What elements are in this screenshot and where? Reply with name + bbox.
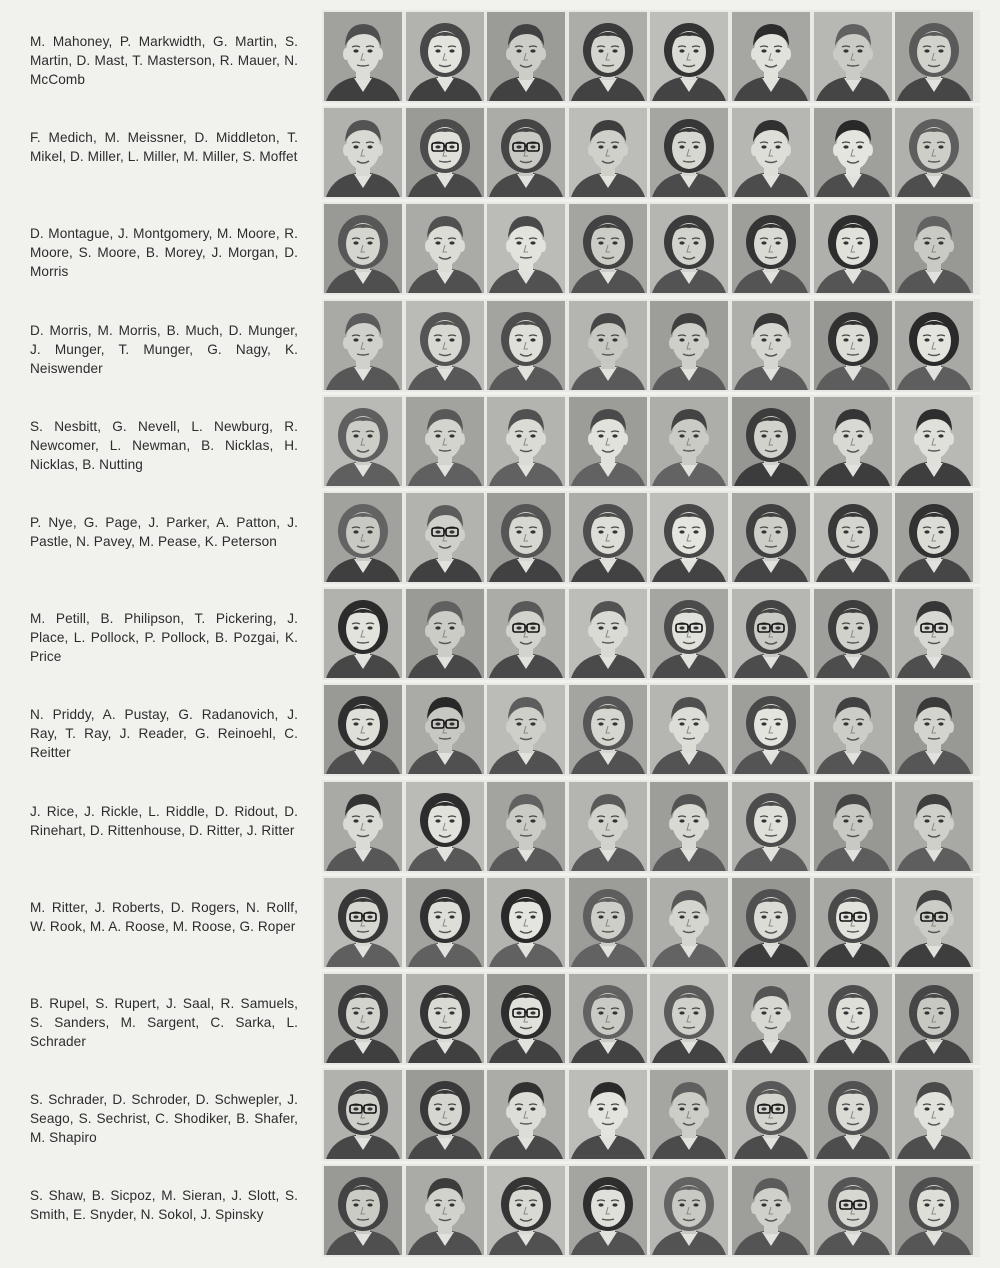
photo-strip (322, 972, 980, 1065)
student-portrait (895, 301, 973, 390)
student-portrait (895, 1070, 973, 1159)
name-caption: N. Priddy, A. Pustay, G. Radanovich, J. Ray, T. Ray, J. Reader, G. Reinoehl, C. Reitter (30, 707, 298, 761)
student-portrait (406, 204, 484, 293)
student-portrait (324, 301, 402, 390)
student-portrait (324, 685, 402, 774)
student-portrait (732, 397, 810, 486)
student-portrait (814, 108, 892, 197)
class-row (0, 683, 1000, 776)
student-portrait (895, 685, 973, 774)
student-portrait (406, 301, 484, 390)
student-portrait (324, 204, 402, 293)
student-portrait (324, 878, 402, 967)
student-portrait (732, 1070, 810, 1159)
class-row (0, 299, 1000, 392)
photo-strip (322, 491, 980, 584)
name-caption: D. Morris, M. Morris, B. Much, D. Munger, J. Munger, T. Munger, G. Nagy, K. Neiswender (30, 322, 298, 376)
name-caption: M. Ritter, J. Roberts, D. Rogers, N. Rollf, W. Rook, M. A. Roose, M. Roose, G. Roper (30, 899, 298, 934)
name-caption: B. Rupel, S. Rupert, J. Saal, R. Samuels, S. Sanders, M. Sargent, C. Sarka, L. Schrader (30, 996, 298, 1049)
student-portrait (814, 493, 892, 582)
name-caption: S. Shaw, B. Sicpoz, M. Sieran, J. Slott, S. Smith, E. Snyder, N. Sokol, J. Spinsky (30, 1188, 298, 1223)
class-row (0, 1068, 1000, 1161)
photo-strip (322, 1164, 980, 1257)
student-portrait (569, 589, 647, 678)
class-row (0, 587, 1000, 680)
student-portrait (406, 1166, 484, 1255)
name-caption: S. Schrader, D. Schroder, D. Schwepler, J. Seago, S. Sechrist, C. Shodiker, B. Shafer, M. Shapiro (30, 1092, 298, 1146)
student-portrait (650, 493, 728, 582)
student-portrait (814, 1070, 892, 1159)
student-portrait (569, 685, 647, 774)
student-portrait (406, 493, 484, 582)
student-portrait (487, 12, 565, 101)
photo-strip (322, 1068, 980, 1161)
student-portrait (732, 878, 810, 967)
student-portrait (814, 685, 892, 774)
name-caption: D. Montague, J. Montgomery, M. Moore, R. Moore, S. Moore, B. Morey, J. Morgan, D. Morris (30, 226, 298, 280)
class-row (0, 876, 1000, 969)
student-portrait (324, 493, 402, 582)
student-portrait (569, 974, 647, 1063)
student-portrait (487, 782, 565, 871)
student-portrait (487, 204, 565, 293)
student-portrait (406, 1070, 484, 1159)
name-caption: M. Petill, B. Philipson, T. Pickering, J. Place, L. Pollock, P. Pollock, B. Pozgai, K. Price (30, 611, 298, 665)
photo-strip (322, 10, 980, 103)
student-portrait (324, 782, 402, 871)
student-portrait (650, 685, 728, 774)
student-portrait (895, 878, 973, 967)
student-portrait (487, 397, 565, 486)
student-portrait (487, 1166, 565, 1255)
student-portrait (487, 1070, 565, 1159)
student-portrait (650, 782, 728, 871)
student-portrait (487, 878, 565, 967)
student-portrait (487, 108, 565, 197)
photo-strip (322, 876, 980, 969)
class-row (0, 1164, 1000, 1257)
student-portrait (732, 974, 810, 1063)
student-portrait (406, 878, 484, 967)
student-portrait (814, 204, 892, 293)
student-portrait (324, 12, 402, 101)
student-portrait (895, 782, 973, 871)
student-portrait (895, 12, 973, 101)
student-portrait (650, 878, 728, 967)
class-row (0, 491, 1000, 584)
student-portrait (569, 108, 647, 197)
student-portrait (732, 204, 810, 293)
student-portrait (895, 397, 973, 486)
student-portrait (487, 589, 565, 678)
student-portrait (895, 974, 973, 1063)
name-caption: S. Nesbitt, G. Nevell, L. Newburg, R. Newcomer, L. Newman, B. Nicklas, H. Nicklas, B. Nutting (30, 418, 298, 472)
student-portrait (895, 589, 973, 678)
student-portrait (650, 204, 728, 293)
student-portrait (487, 301, 565, 390)
class-row (0, 972, 1000, 1065)
student-portrait (732, 493, 810, 582)
student-portrait (406, 12, 484, 101)
student-portrait (814, 397, 892, 486)
student-portrait (650, 589, 728, 678)
student-portrait (732, 685, 810, 774)
student-portrait (650, 397, 728, 486)
student-portrait (569, 204, 647, 293)
class-row (0, 106, 1000, 199)
student-portrait (650, 301, 728, 390)
student-portrait (569, 12, 647, 101)
student-portrait (732, 12, 810, 101)
student-portrait (324, 108, 402, 197)
student-portrait (895, 204, 973, 293)
student-portrait (814, 589, 892, 678)
student-portrait (324, 1166, 402, 1255)
student-portrait (814, 301, 892, 390)
name-caption: J. Rice, J. Rickle, L. Riddle, D. Ridout, D. Rinehart, D. Rittenhouse, D. Ritter, J. Ritter (30, 803, 298, 838)
student-portrait (406, 397, 484, 486)
student-portrait (324, 974, 402, 1063)
student-portrait (732, 589, 810, 678)
name-caption: P. Nye, G. Page, J. Parker, A. Patton, J. Pastle, N. Pavey, M. Pease, K. Peterson (30, 515, 298, 549)
student-portrait (650, 1070, 728, 1159)
student-portrait (814, 878, 892, 967)
class-row (0, 202, 1000, 295)
student-portrait (569, 397, 647, 486)
student-portrait (324, 397, 402, 486)
student-portrait (814, 782, 892, 871)
student-portrait (569, 878, 647, 967)
photo-strip (322, 587, 980, 680)
student-portrait (569, 301, 647, 390)
student-portrait (406, 974, 484, 1063)
student-portrait (650, 1166, 728, 1255)
student-portrait (487, 493, 565, 582)
student-portrait (569, 1166, 647, 1255)
student-portrait (895, 493, 973, 582)
photo-strip (322, 395, 980, 488)
student-portrait (406, 589, 484, 678)
student-portrait (406, 685, 484, 774)
class-row (0, 780, 1000, 873)
student-portrait (814, 12, 892, 101)
class-row (0, 395, 1000, 488)
name-caption: M. Mahoney, P. Markwidth, G. Martin, S. Martin, D. Mast, T. Masterson, R. Mauer, N. McComb (30, 34, 298, 87)
student-portrait (406, 108, 484, 197)
student-portrait (650, 108, 728, 197)
student-portrait (732, 301, 810, 390)
student-portrait (324, 589, 402, 678)
student-portrait (732, 108, 810, 197)
student-portrait (569, 493, 647, 582)
student-portrait (569, 782, 647, 871)
photo-strip (322, 683, 980, 776)
name-caption: F. Medich, M. Meissner, D. Middleton, T. Mikel, D. Miller, L. Miller, M. Miller, S. Moffet (30, 130, 298, 165)
student-portrait (732, 1166, 810, 1255)
photo-strip (322, 202, 980, 295)
student-portrait (814, 974, 892, 1063)
student-portrait (895, 1166, 973, 1255)
student-portrait (569, 1070, 647, 1159)
student-portrait (487, 974, 565, 1063)
student-portrait (406, 782, 484, 871)
photo-strip (322, 106, 980, 199)
student-portrait (814, 1166, 892, 1255)
student-portrait (895, 108, 973, 197)
photo-strip (322, 780, 980, 873)
student-portrait (732, 782, 810, 871)
class-row (0, 10, 1000, 103)
student-portrait (650, 12, 728, 101)
student-portrait (324, 1070, 402, 1159)
student-portrait (650, 974, 728, 1063)
student-portrait (487, 685, 565, 774)
photo-strip (322, 299, 980, 392)
